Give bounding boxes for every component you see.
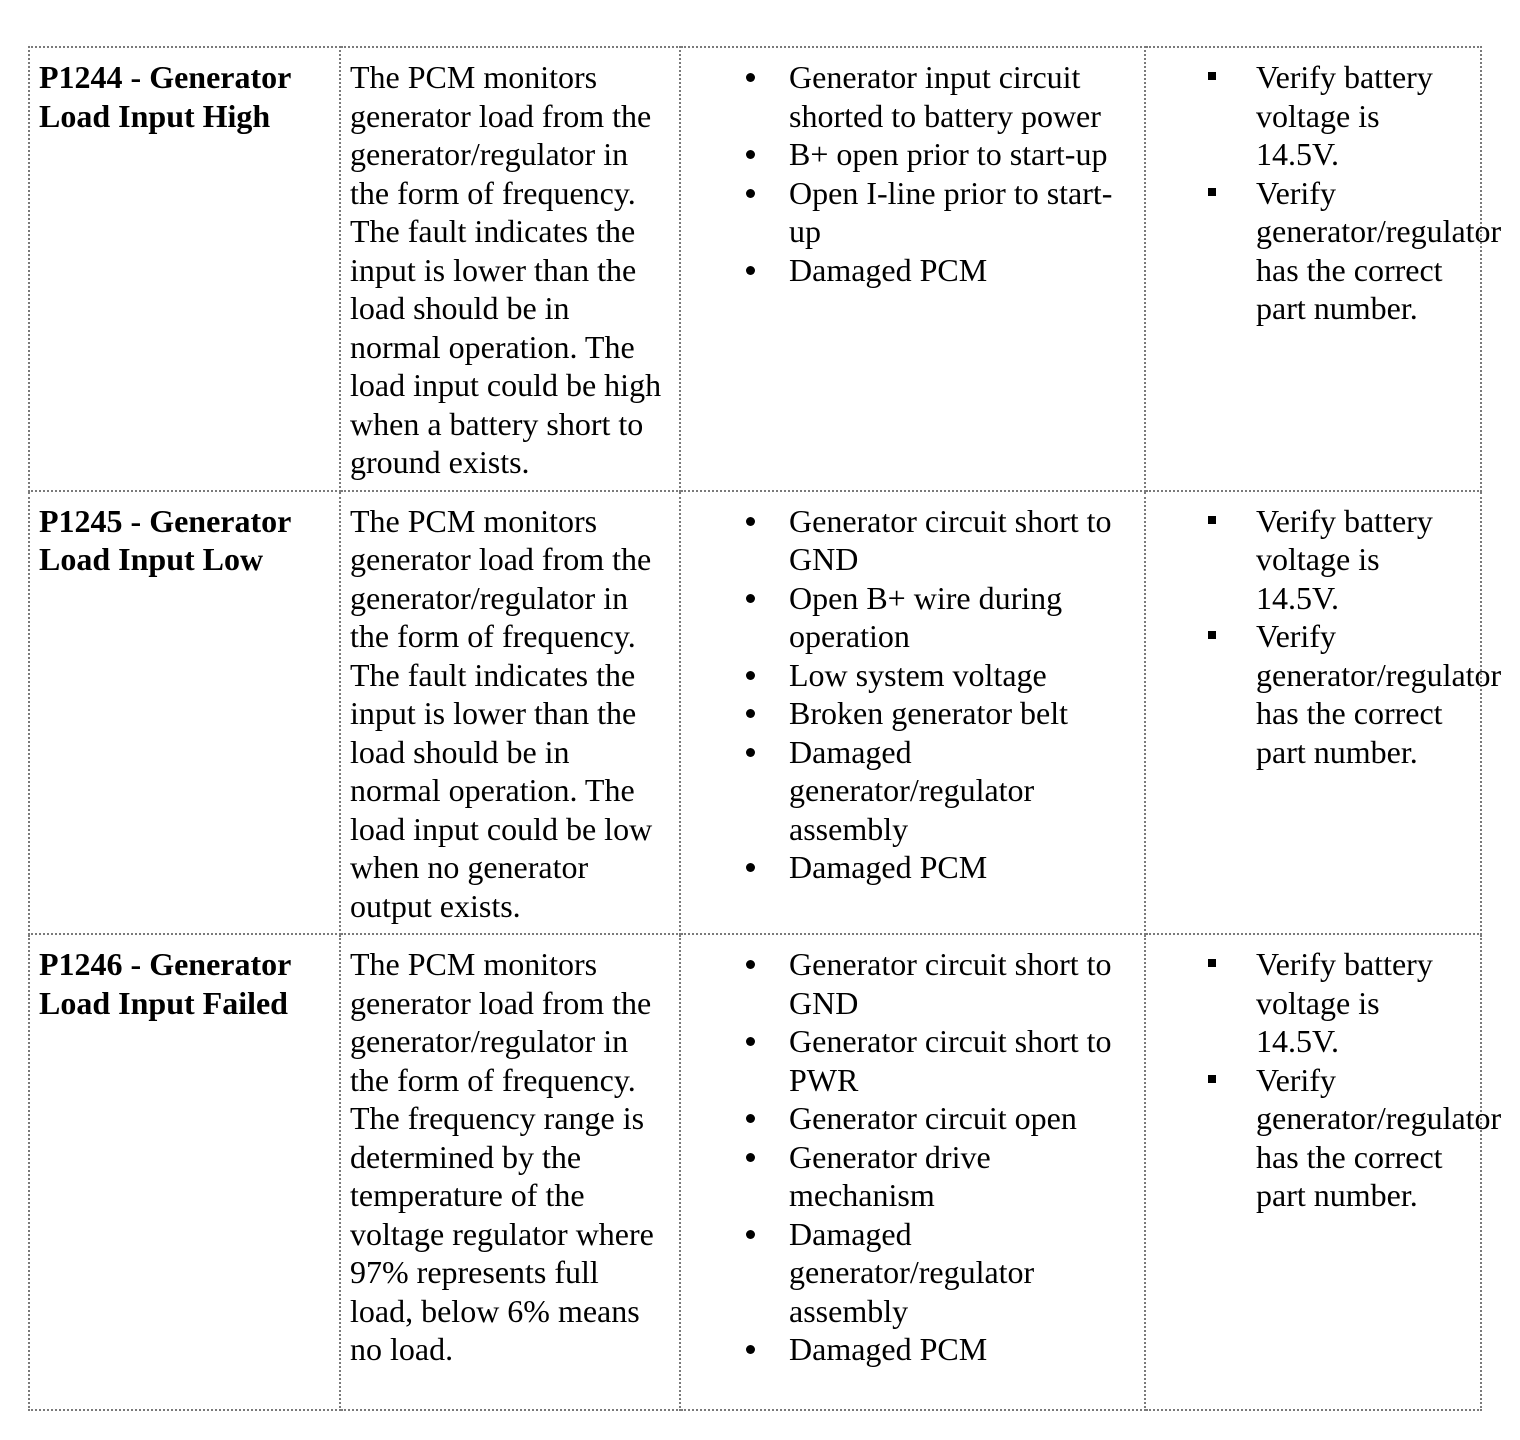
test-item: Verify generator/regulator has the correct part number. [1155, 617, 1472, 771]
dtc-code-cell [29, 47, 340, 491]
dtc-description: The PCM monitors generator load from the generator/regulator in the form of frequency. The fault indicates the input is lower than the load should be in normal operation. The load input could be high when a battery short to ground exists. [350, 59, 662, 480]
table-row [29, 491, 1481, 935]
cause-item: Damaged PCM [690, 848, 1136, 887]
causes-cell [680, 47, 1145, 491]
test-item: Verify generator/regulator has the correct part number. [1155, 1061, 1472, 1215]
cause-item: Damaged generator/regulator assembly [690, 733, 1136, 849]
test-item: Verify generator/regulator has the correct part number. [1155, 174, 1472, 328]
cause-item: Generator input circuit shorted to battery power [690, 58, 1136, 135]
dtc-code: P1244 - Generator Load Input High [39, 59, 291, 134]
description-cell [340, 491, 680, 935]
description-cell [340, 47, 680, 491]
test-list [1155, 945, 1502, 1215]
cause-list [690, 502, 1136, 887]
cause-item: Open B+ wire during operation [690, 579, 1136, 656]
tests-cell [1145, 491, 1502, 935]
dtc-description: The PCM monitors generator load from the generator/regulator in the form of frequency. The frequency range is determined by the temperature of the voltage regulator where 97% represents full load, below 6% means no load. [350, 946, 654, 1367]
cause-item: Low system voltage [690, 656, 1136, 695]
cause-item: B+ open prior to start-up [690, 135, 1136, 174]
test-item: Verify battery voltage is 14.5V. [1155, 945, 1472, 1061]
dtc-code: P1246 - Generator Load Input Failed [39, 946, 291, 1021]
cause-list [690, 945, 1136, 1369]
test-item: Verify battery voltage is 14.5V. [1155, 502, 1472, 618]
cause-item: Open I-line prior to start-up [690, 174, 1136, 251]
cause-item: Damaged generator/regulator assembly [690, 1215, 1136, 1331]
dtc-table [28, 46, 1502, 1411]
cause-item: Generator drive mechanism [690, 1138, 1136, 1215]
dtc-code-cell [29, 934, 340, 1410]
cause-list [690, 58, 1136, 289]
cause-item: Generator circuit short to GND [690, 945, 1136, 1022]
table-row [29, 934, 1481, 1410]
dtc-code: P1245 - Generator Load Input Low [39, 502, 291, 577]
table-row [29, 47, 1481, 491]
test-item: Verify battery voltage is 14.5V. [1155, 58, 1472, 174]
document-page [28, 46, 1502, 1411]
cause-item: Damaged PCM [690, 1330, 1136, 1369]
cause-item: Damaged PCM [690, 251, 1136, 290]
causes-cell [680, 491, 1145, 935]
tests-cell [1145, 934, 1502, 1410]
cause-item: Generator circuit short to PWR [690, 1022, 1136, 1099]
dtc-description: The PCM monitors generator load from the generator/regulator in the form of frequency. The fault indicates the input is lower than the load should be in normal operation. The load input could be low when no generator output exists. [350, 502, 653, 924]
description-cell [340, 934, 680, 1410]
test-list [1155, 58, 1502, 328]
cause-item: Generator circuit short to GND [690, 502, 1136, 579]
cause-item: Generator circuit open [690, 1099, 1136, 1138]
cause-item: Broken generator belt [690, 694, 1136, 733]
dtc-code-cell [29, 491, 340, 935]
test-list [1155, 502, 1502, 772]
causes-cell [680, 934, 1145, 1410]
tests-cell [1145, 47, 1502, 491]
